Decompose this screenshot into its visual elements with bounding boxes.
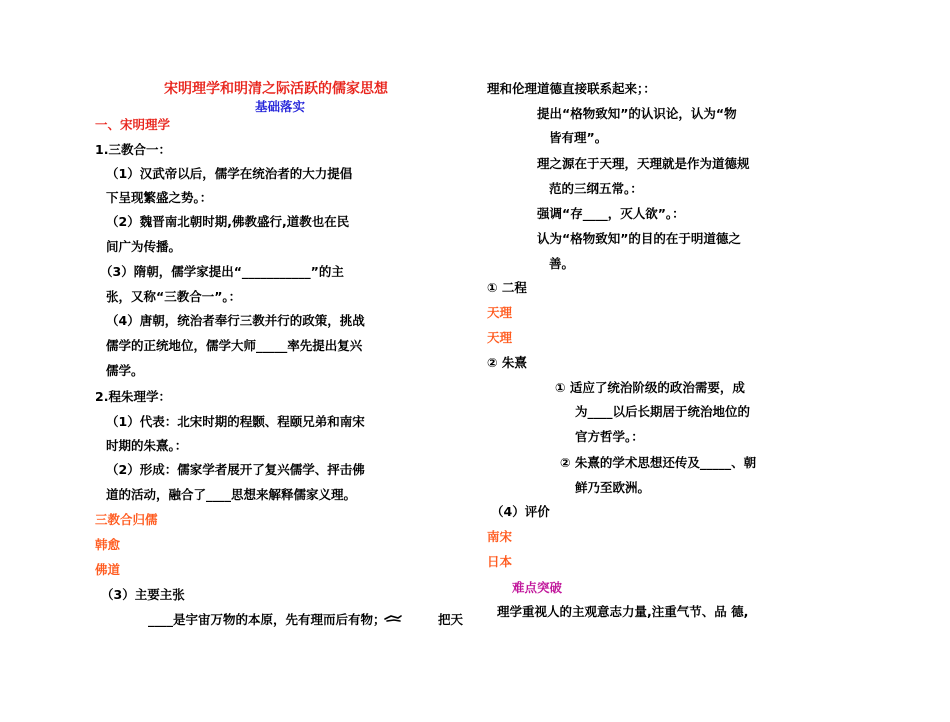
doc-subtitle: 基础落实 (255, 99, 306, 114)
text-line: 儒学的正统地位，儒学大师_____率先提出复兴 (106, 338, 363, 353)
text-line: 把天 (438, 612, 464, 627)
answer-text: 南宋 (487, 529, 513, 544)
text-line: （2）魏晋南北朝时期,佛教盛行,道教也在民 (106, 214, 350, 229)
text-line: 为____以后长期居于统治地位的 (575, 404, 751, 419)
text-line: （1）代表：北宋时期的程颢、程颐兄弟和南宋 (106, 414, 365, 429)
text-line: 张，又称“三教合一”。： (106, 289, 242, 304)
text-line: ② 朱熹 (487, 355, 527, 370)
text-line: 道的活动，融合了____思想来解释儒家义理。 (106, 487, 357, 502)
text-line: ① 二程 (487, 280, 527, 295)
doc-title: 宋明理学和明清之际活跃的儒家思想 (164, 81, 388, 97)
text-line: 理学重视人的主观意志力量,注重气节、品 德, (497, 604, 749, 619)
answer-text: 三教合归儒 (95, 512, 158, 527)
answer-text: 天理 (487, 305, 513, 320)
text-line: 下呈现繁盛之势。： (106, 190, 213, 205)
text-line: 鲜乃至欧洲。 (575, 480, 651, 495)
text-line: 间广为传播。 (106, 239, 182, 254)
answer-text: 日本 (487, 554, 513, 569)
answer-text: 天理 (487, 330, 513, 345)
text-line: ① 适应了统治阶级的政治需要，成 (555, 380, 745, 395)
text-line: （2）形成：儒家学者展开了复兴儒学、抨击佛 (106, 462, 365, 477)
pen-icon (384, 613, 402, 623)
section-heading-1: 一、宋明理学 (95, 117, 171, 132)
text-line: （3）主要主张 (101, 587, 185, 602)
text-line: 理和伦理道德直接联系起来；： (487, 81, 656, 96)
text-line: 儒学。 (106, 363, 144, 378)
text-line: 官方哲学。： (575, 429, 644, 444)
text-line: 强调“存____，灭人欲”。： (537, 206, 685, 221)
text-line: 时期的朱熹。： (106, 438, 188, 453)
text-line: 提出“格物致知”的认识论，认为“物 (537, 106, 737, 121)
answer-text: 韩愈 (95, 537, 121, 552)
text-line: ② 朱熹的学术思想还传及_____、朝 (560, 455, 757, 470)
text-line: 善。 (549, 256, 575, 271)
text-line: （4）唐朝，统治者奉行三教并行的政策，挑战 (106, 313, 365, 328)
text-line: 范的三纲五常。： (549, 181, 643, 196)
text-line: （1）汉武帝以后，儒学在统治者的大力提倡 (106, 166, 353, 181)
text-line: 2.程朱理学： (95, 389, 171, 404)
text-line: ____是宇宙万物的本原，先有理而后有物； (148, 612, 386, 627)
text-line: 1.三教合一： (95, 142, 171, 157)
text-line: （4）评价 (491, 504, 550, 519)
text-line: 认为“格物致知”的目的在于明道德之 (537, 231, 741, 246)
text-line: 理之源在于天理，天理就是作为道德规 (537, 156, 750, 171)
text-line: 皆有理”。 (549, 130, 608, 145)
text-line: （3）隋朝，儒学家提出“___________”的主 (100, 264, 344, 279)
answer-text: 佛道 (95, 562, 121, 577)
section-heading-2: 难点突破 (512, 580, 563, 595)
